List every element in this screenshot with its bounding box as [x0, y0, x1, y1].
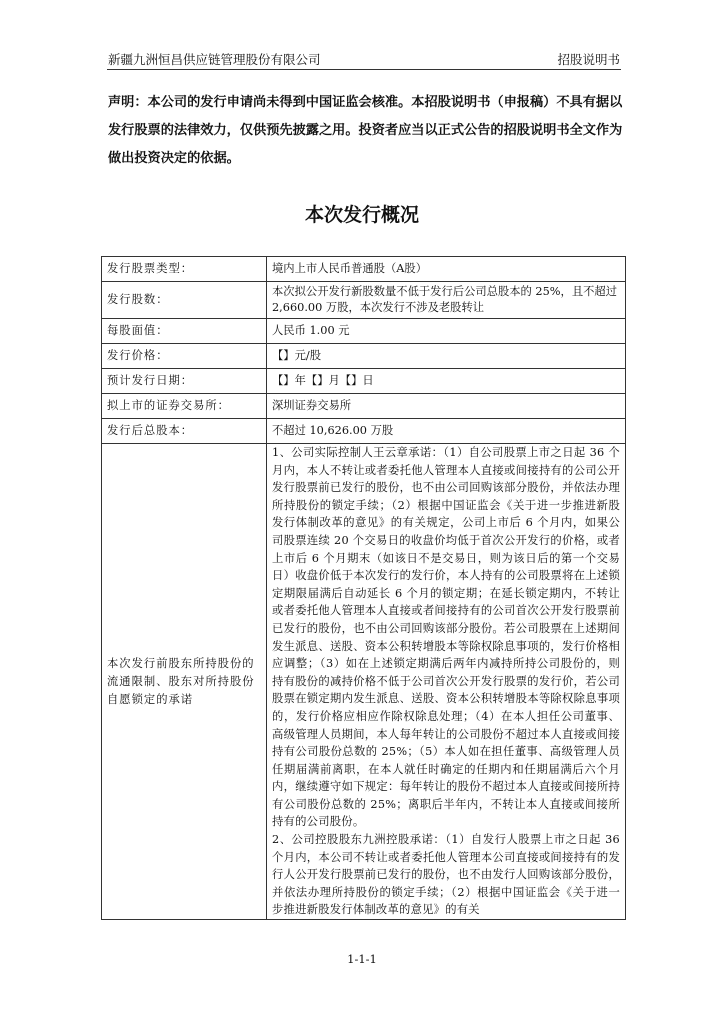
lockup-commitments [267, 444, 626, 920]
offering-overview-table [101, 256, 626, 920]
lockup-label: 本次发行前股东所持股份的流通限制、股东对所持股份自愿锁定的承诺 [102, 444, 267, 920]
row-label: 每股面值： [102, 319, 267, 344]
row-label: 发行价格： [102, 344, 267, 369]
row-value: 境内上市人民币普通股（A股） [267, 257, 626, 282]
lockup-commitment-2: 2、公司控股股东九洲控股承诺：（1）自发行人股票上市之日起 36 个月内，本公司不转让或者委托他人管理本公司直接或间接持有的发行人公开发行股票前已发行的股份，也不由发行人回购该部分股份，并依法办理所持股份的锁定手续；（2）根据中国证监会《关于进一步推进新股发行体制改革的意见》的有关 [272, 833, 620, 917]
declaration: 声明：本公司的发行申请尚未得到中国证监会核准。本招股说明书（申报稿）不具有据以发行股票的法律效力，仅供预先披露之用。投资者应当以正式公告的招股说明书全文作为做出投资决定的依据。 [108, 95, 623, 166]
table-row-lockup [102, 444, 626, 920]
row-value: 【】年【】月【】日 [267, 369, 626, 394]
row-label: 拟上市的证券交易所： [102, 394, 267, 419]
page-title: 本次发行概况 [304, 204, 419, 226]
lockup-commitment-1: 1、公司实际控制人王云章承诺：（1）自公司股票上市之日起 36 个月内，本人不转让或者委托他人管理本人直接或间接持有的公司公开发行股票前已发行的股份，也不由公司回购该部分股份，并依法办理所持股份的锁定手续；（2）根据中国证监会《关于进一步推进新股发行体制改革的意见》的有关规定，公司上市后 6 个月内，如果公司股票连续 20 个交易日的收盘价均低于首次公开发行的价格，或者上市后 6 个月期末（如该日不是交易日，则为该日后的第一个交易日）收盘价低于本次发行的发行价，本人持有的公司股票将在上述锁定期限届满后自动延长 6 个月的锁定期；在延长锁定期内，不转让或者委托他人管理本人直接或者间接持有的公司首次公开发行股票前已发行的股份，也不由公司回购该部分股份。若公司股票在上述期间发生派息、送股、资本公积转增股本等除权除息事项的，发行价格相应调整；（3）如在上述锁定期满后两年内减持所持公司股份的，则持有股份的减持价格不低于公司首次公开发行股票的发行价，若公司股票在锁定期内发生派息、送股、资本公积转增股本等除权除息事项的，发行价格应相应作除权除息处理；（4）在本人担任公司董事、高级管理人员期间，本人每年转让的公司股份不超过本人直接或间接持有公司股份总数的 25%；（5）本人如在担任董事、高级管理人员任期届满前离职，在本人就任时确定的任期内和任期届满后六个月内，继续遵守如下规定：每年转让的股份不超过本人直接或间接所持有公司股份总数的 25%；离职后半年内，不转让本人直接或间接所持有的公司股份。 [272, 446, 620, 829]
row-label: 预计发行日期： [102, 369, 267, 394]
table-row [102, 344, 626, 369]
row-value: 人民币 1.00 元 [267, 319, 626, 344]
row-value: 【】元/股 [267, 344, 626, 369]
header-company: 新疆九洲恒昌供应链管理股份有限公司 [108, 52, 321, 67]
header-doc-type: 招股说明书 [557, 52, 620, 67]
table-row [102, 394, 626, 419]
row-value: 不超过 10,626.00 万股 [267, 419, 626, 444]
row-label: 发行股数： [102, 282, 267, 319]
row-value: 本次拟公开发行新股数量不低于发行后公司总股本的 25%，且不超过 2,660.00 万股，本次发行不涉及老股转让 [267, 282, 626, 319]
table-row [102, 257, 626, 282]
row-label: 发行股票类型： [102, 257, 267, 282]
row-label: 发行后总股本： [102, 419, 267, 444]
table-row [102, 419, 626, 444]
table-row [102, 282, 626, 319]
table-row [102, 369, 626, 394]
header-divider [107, 69, 621, 70]
row-value: 深圳证券交易所 [267, 394, 626, 419]
page-number: 1-1-1 [347, 952, 377, 966]
table-row [102, 319, 626, 344]
